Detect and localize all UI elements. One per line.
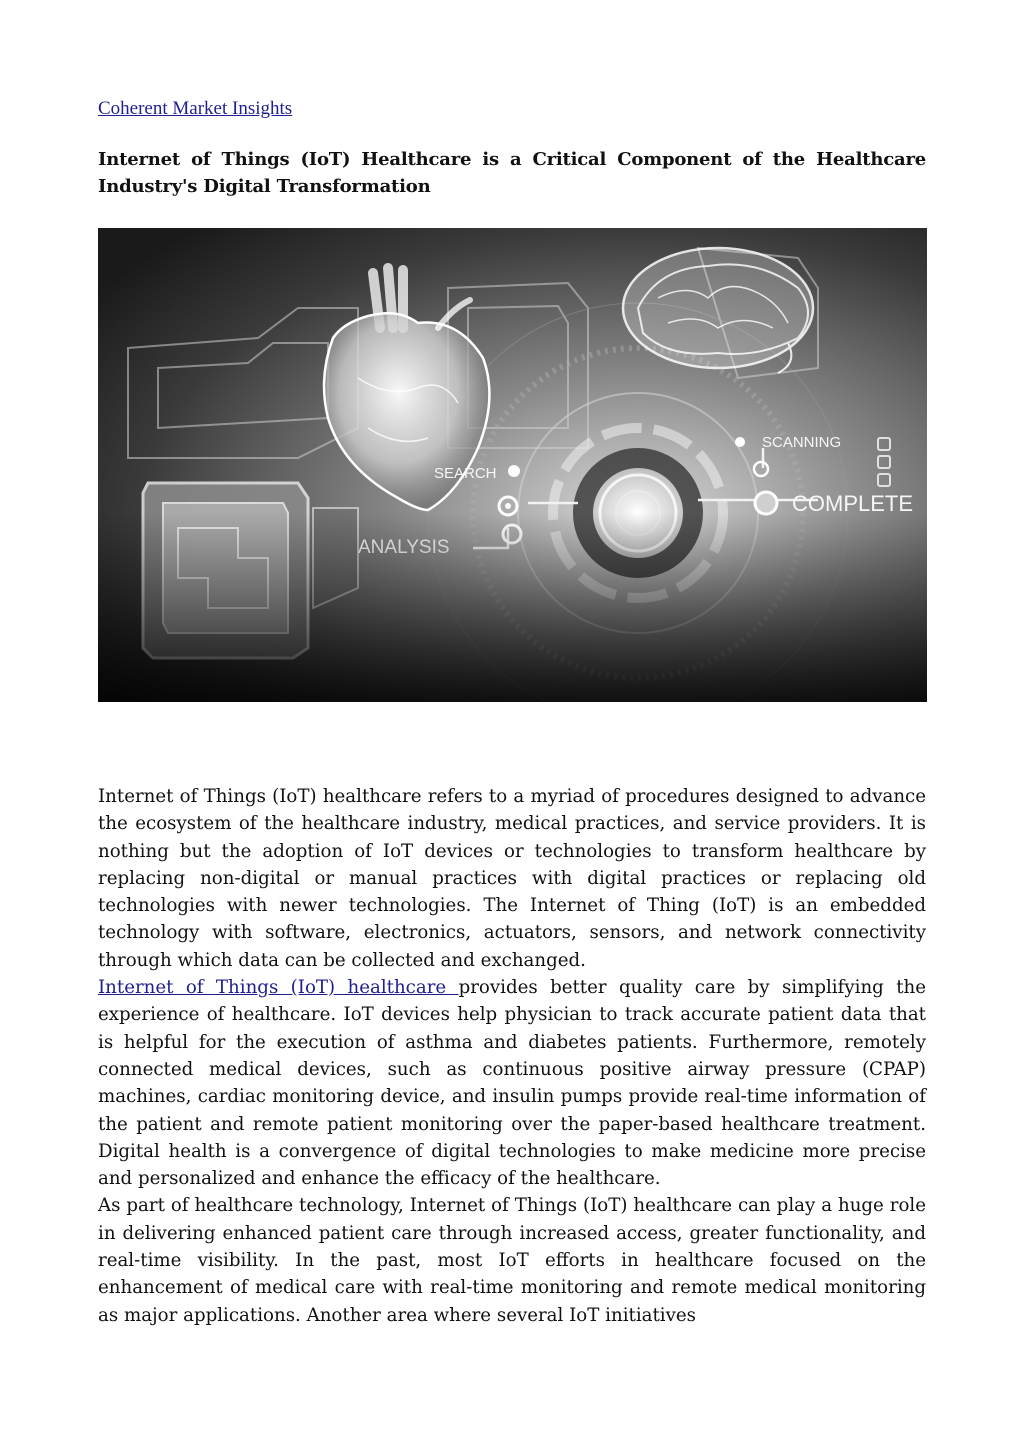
- iot-healthcare-link[interactable]: Internet of Things (IoT) healthcare: [98, 977, 459, 999]
- iot-healthcare-illustration: [98, 228, 927, 702]
- source-link[interactable]: Coherent Market Insights: [98, 98, 293, 119]
- hero-image: [98, 228, 927, 702]
- paragraph-3: As part of healthcare technology, Internet of Things (IoT) healthcare can play a huge role in delivering enhanced patient care through increased access, greater functionality, and real-time visibility. In the past, most IoT efforts in healthcare focused on the enhancement of medical care with real-time monitoring and remote medical monitoring as major applications. Another area where several IoT initiatives: [98, 1195, 926, 1326]
- article-body: [98, 783, 926, 1329]
- paragraph-2: [98, 974, 926, 1192]
- article-title: Internet of Things (IoT) Healthcare is a Critical Component of the Healthcare Industry's Digital Transformation: [98, 149, 926, 197]
- paragraph-2-text: provides better quality care by simplifying the experience of healthcare. IoT devices help physician to track accurate patient data that is helpful for the execution of asthma and diabetes patients. Furthermore, remotely connected medical devices, such as continuous positive airway pressure (CPAP) machines, cardiac monitoring device, and insulin pumps provide real-time information of the patient and remote patient monitoring over the paper-based healthcare treatment. Digital health is a convergence of digital technologies to make medicine more precise and personalized and enhance the efficacy of the healthcare.: [98, 977, 926, 1190]
- paragraph-1: Internet of Things (IoT) healthcare refers to a myriad of procedures designed to advance the ecosystem of the healthcare industry, medical practices, and service providers. It is nothing but the adoption of IoT devices or technologies to transform healthcare by replacing non-digital or manual practices with digital practices or replacing old technologies with newer technologies. The Internet of Thing (IoT) is an embedded technology with software, electronics, actuators, sensors, and network connectivity through which data can be collected and exchanged.: [98, 786, 926, 971]
